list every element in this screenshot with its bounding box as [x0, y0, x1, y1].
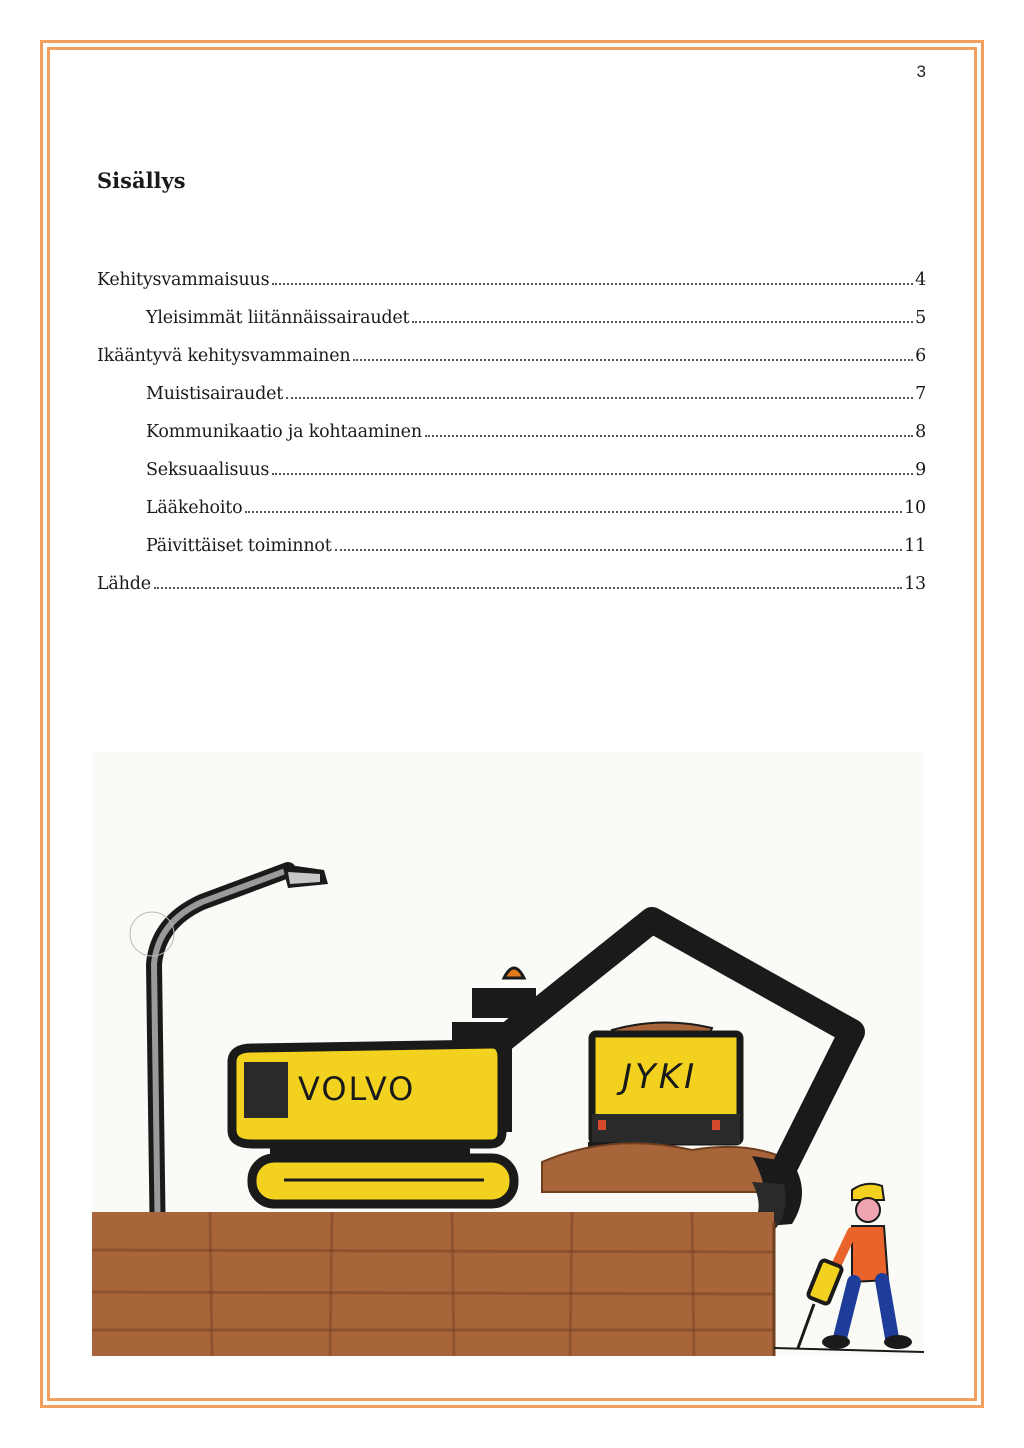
- toc-title: Sisällys: [97, 168, 186, 193]
- toc-leader-dots: [272, 473, 913, 475]
- toc-entry-page: 4: [915, 270, 926, 290]
- toc-entry[interactable]: [97, 346, 926, 384]
- toc-leader-dots: [353, 359, 913, 361]
- excavator-label: VOLVO: [298, 1070, 416, 1108]
- toc-leader-dots: [335, 549, 903, 551]
- toc-entry[interactable]: [97, 384, 926, 422]
- toc-entry[interactable]: [97, 536, 926, 574]
- page-number: 3: [916, 62, 926, 81]
- toc-entry[interactable]: [97, 460, 926, 498]
- toc-entry-label: Muistisairaudet: [146, 384, 284, 404]
- toc-entry-label: Kommunikaatio ja kohtaaminen: [146, 422, 422, 442]
- toc-entry-label: Seksuaalisuus: [146, 460, 270, 480]
- truck-label: JYKI: [622, 1057, 698, 1097]
- toc-entry-label: Yleisimmät liitännäissairaudet: [146, 308, 410, 328]
- toc-entry[interactable]: [97, 270, 926, 308]
- toc-entry-page: 6: [915, 346, 926, 366]
- toc-entry-label: Ikääntyvä kehitysvammainen: [97, 346, 351, 366]
- toc-entry-label: Lääkehoito: [146, 498, 243, 518]
- toc-entry-page: 8: [915, 422, 926, 442]
- toc-leader-dots: [272, 283, 913, 285]
- toc-leader-dots: [286, 397, 913, 399]
- toc-list: [97, 270, 926, 612]
- toc-entry[interactable]: [97, 308, 926, 346]
- toc-leader-dots: [154, 587, 902, 589]
- toc-entry-page: 10: [904, 498, 926, 518]
- toc-leader-dots: [412, 321, 913, 323]
- toc-entry[interactable]: [97, 574, 926, 612]
- toc-leader-dots: [425, 435, 913, 437]
- toc-entry-page: 11: [904, 536, 926, 556]
- toc-entry-page: 7: [915, 384, 926, 404]
- toc-entry-label: Päivittäiset toiminnot: [146, 536, 332, 556]
- toc-entry-page: 9: [915, 460, 926, 480]
- toc-entry-label: Lähde: [97, 574, 151, 594]
- toc-entry[interactable]: [97, 422, 926, 460]
- toc-entry-page: 5: [915, 308, 926, 328]
- toc-entry-label: Kehitysvammaisuus: [97, 270, 270, 290]
- toc-leader-dots: [245, 511, 902, 513]
- toc-entry-page: 13: [904, 574, 926, 594]
- construction-drawing: [92, 752, 924, 1356]
- toc-entry[interactable]: [97, 498, 926, 536]
